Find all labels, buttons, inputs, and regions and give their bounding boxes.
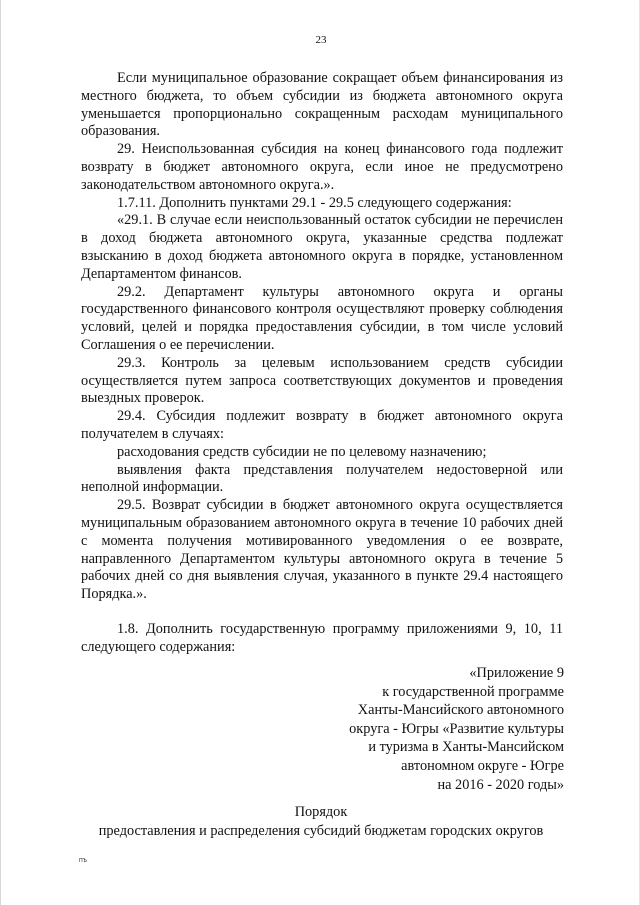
paragraph: 29.2. Департамент культуры автономного округа и органы государственного финансового контроля осуществляют проверку соблюдения условий, целей и порядка предоставления субсидии, в том числе условий Соглашения о ее перечислении. — [81, 283, 563, 353]
paragraph: 29.4. Субсидия подлежит возврату в бюджет автономного округа получателем в случаях: — [81, 408, 563, 442]
paragraph: расходования средств субсидии не по целевому назначению; — [117, 443, 487, 460]
section-subtitle: предоставления и распределения субсидий бюджетам городских округов — [98, 822, 544, 839]
section-heading — [61, 803, 581, 840]
appendix-line: автономном округе - Югре — [401, 757, 564, 774]
paragraph: 29.5. Возврат субсидии в бюджет автономного округа осуществляется муниципальным образованием автономного округа в течение 10 рабочих дней с момента получения мотивированного уведомления о ее возврате, направленного Департаментом культуры автономного округа в течение 5 рабочих дней со дня выявления случая, указанного в пункте 29.4 настоящего Порядка.». — [81, 497, 563, 603]
paragraph: 1.7.11. Дополнить пунктами 29.1 - 29.5 следующего содержания: — [117, 194, 512, 211]
appendix-line: Ханты-Мансийского автономного — [357, 702, 564, 719]
page-number: 23 — [315, 34, 327, 46]
body-text — [81, 70, 563, 657]
appendix-line: на 2016 - 2020 годы» — [437, 776, 564, 793]
appendix-line: «Приложение 9 — [469, 665, 564, 681]
paragraph: 29. Неиспользованная субсидия на конец финансового года подлежит возврату в бюджет автономного округа, если иное не предусмотрено законодательством автономного округа.». — [81, 141, 563, 193]
appendix-line: и туризма в Ханты-Мансийском — [368, 739, 564, 756]
paragraph: Если муниципальное образование сокращает объем финансирования из местного бюджета, то объем субсидии из бюджета автономного округа уменьшается пропорционально сокращенным расходам муниципального образования. — [81, 70, 563, 140]
paragraph: 29.3. Контроль за целевым использованием средств субсидии осуществляется путем запроса соответствующих документов и проведения выездных проверок. — [81, 354, 563, 407]
appendix-line: к государственной программе — [382, 683, 564, 700]
paragraph-spacer — [81, 604, 563, 621]
appendix-header — [301, 664, 564, 794]
paragraph: «29.1. В случае если неиспользованный остаток субсидии не перечислен в доход бюджета автономного округа, указанные средства подлежат взысканию в доход бюджета автономного округа в порядке, установленном Департаментом финансов. — [81, 212, 563, 282]
paragraph: 1.8. Дополнить государственную программу приложениями 9, 10, 11 следующего содержания: — [81, 620, 563, 655]
section-title: Порядок — [294, 804, 348, 820]
paragraph: выявления факта представления получателем недостоверной или неполной информации. — [81, 461, 563, 496]
footer-mark: ПЪ — [79, 858, 87, 864]
appendix-line: округа - Югры «Развитие культуры — [349, 720, 564, 737]
